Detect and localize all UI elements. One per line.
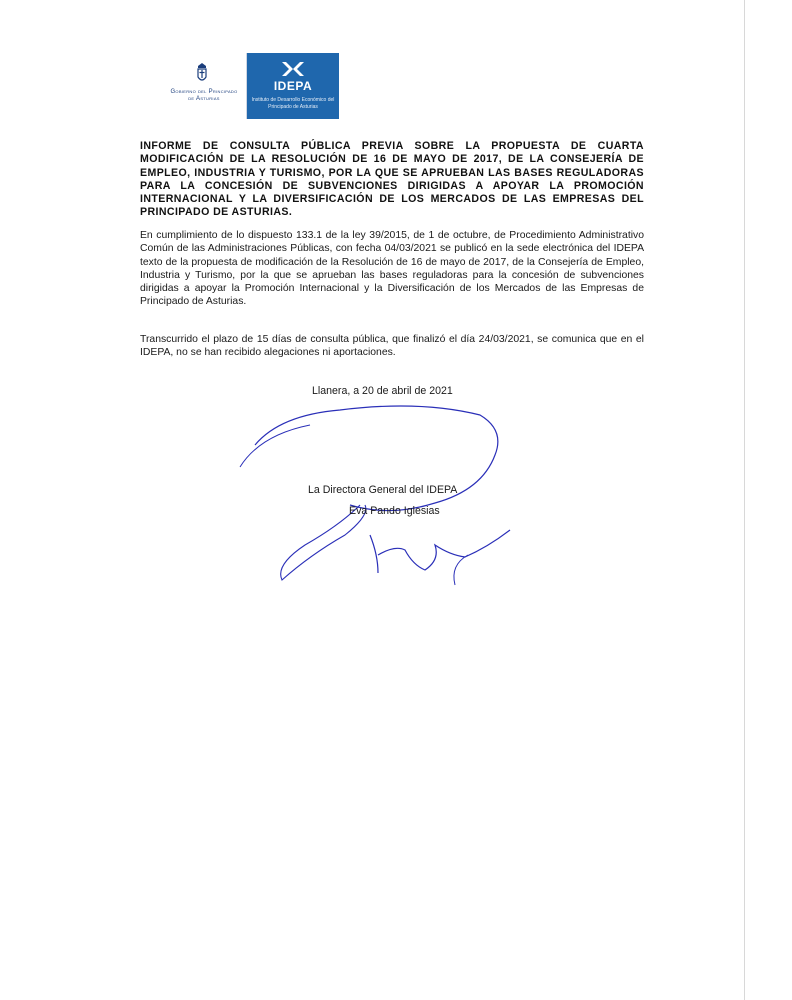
idepa-name: IDEPA bbox=[273, 79, 313, 93]
page-edge-line bbox=[744, 0, 745, 1000]
document-title: INFORME DE CONSULTA PÚBLICA PREVIA SOBRE LA PROPUESTA DE CUARTA MODIFICACIÓN DE LA RESOLUCIÓN DE 16 DE MAYO DE 2017, DE LA CONSEJERÍA DE EMPLEO, INDUSTRIA Y TURISMO, POR LA QUE SE APRUEBAN LAS BASES REGULADORAS PARA LA CONCESIÓN DE SUBVENCIONES DIRIGIDAS A APOYAR LA PROMOCIÓN INTERNACIONAL Y LA DIVERSIFICACIÓN DE LOS MERCADOS DE LAS EMPRESAS DEL PRINCIPADO DE ASTURIAS. bbox=[140, 140, 644, 219]
header-logos bbox=[159, 53, 339, 119]
government-logo bbox=[159, 53, 247, 119]
signer-name: Eva Pando Iglesias bbox=[349, 505, 440, 517]
idepa-mark-icon bbox=[280, 60, 306, 78]
body-paragraph-1: En cumplimiento de lo dispuesto 133.1 de la ley 39/2015, de 1 de octubre, de Procedimiento Administrativo Común de las Administraciones Públicas, con fecha 04/03/2021 se publicó en la sede electrónica del IDEPA texto de la propuesta de modificación de la Resolución de 16 de mayo de 2017, de la Consejería de Empleo, Industria y Turismo, por la que se aprueban las bases reguladoras para la concesión de subvenciones dirigidas a apoyar la Promoción Internacional y la Diversificación de los Mercados de las Empresas de Principado de Asturias. bbox=[140, 230, 644, 308]
government-name: Gobierno del Principado de Asturias bbox=[170, 89, 238, 102]
signer-role: La Directora General del IDEPA bbox=[308, 484, 458, 496]
body-paragraph-2: Transcurrido el plazo de 15 días de consulta pública, que finalizó el día 24/03/2021, se comunica que en el IDEPA, no se han recibido alegaciones ni aportaciones. bbox=[140, 334, 644, 359]
idepa-logo bbox=[247, 53, 339, 119]
crest-icon bbox=[195, 62, 209, 84]
date-line: Llanera, a 20 de abril de 2021 bbox=[312, 385, 453, 397]
idepa-subtitle: Instituto de Desarrollo Económico del Principado de Asturias bbox=[251, 97, 335, 110]
